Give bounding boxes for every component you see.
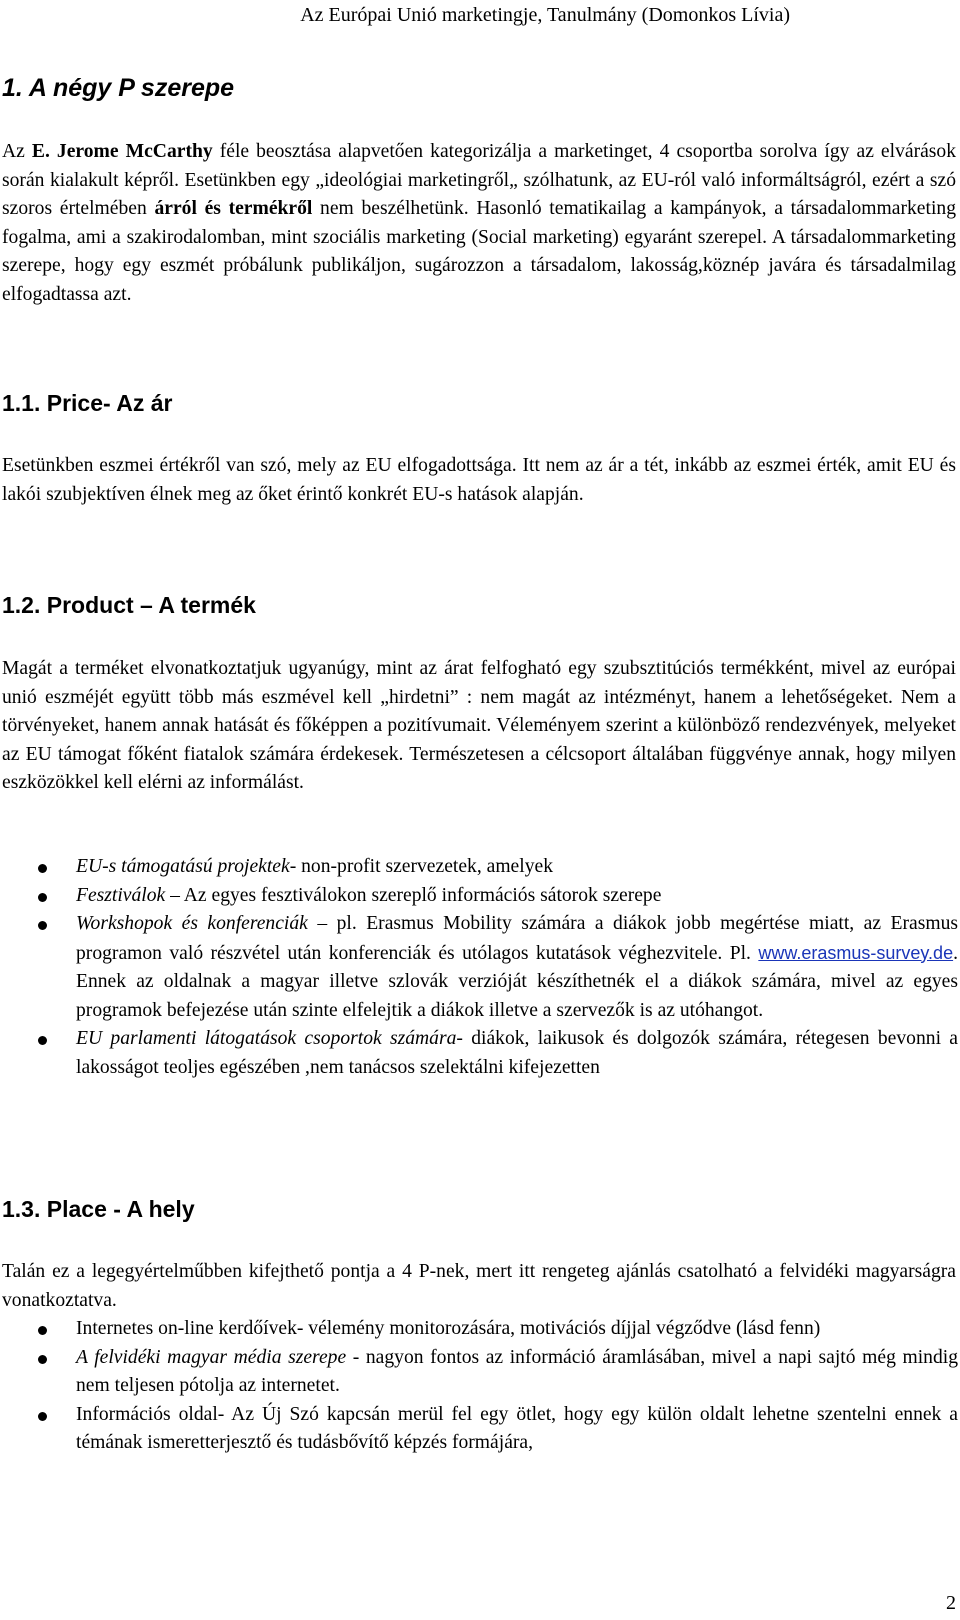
- place-bullet-list: [0, 1315, 958, 1458]
- running-header: Az Európai Unió marketingje, Tanulmány (Domonkos Lívia): [300, 4, 790, 26]
- list-item-text: - non-profit szervezetek, amelyek: [289, 856, 553, 877]
- list-item-text: Információs oldal- Az Új Szó kapcsán merül fel egy ötlet, hogy egy külön oldalt lehetne szentelni ennek a témának ismeretterjesztő és tudásbővítő képzés formájára,: [76, 1403, 958, 1453]
- bullet-icon: [38, 1355, 47, 1364]
- list-item: [0, 853, 958, 882]
- product-bullet-list: [0, 853, 958, 1082]
- page-number: 2: [946, 1592, 956, 1614]
- bullet-icon: [38, 893, 47, 902]
- bullet-icon: [38, 864, 47, 873]
- section-title-place: 1.3. Place - A hely: [2, 1196, 195, 1222]
- intro-bold-phrase: árról és termékről: [154, 198, 313, 219]
- list-item-italic: EU-s támogatású projektek: [76, 856, 290, 877]
- intro-text-1: féle beosztása alapvetően kategorizálja a marketinget, 4 csoportba sorolva így az elvárások során kialakult képről. Esetünkben egy „ideológiai marketingről„ szólhatunk, az EU-ról való informáltságról, ezért a szó szoros értelmében: [2, 141, 957, 219]
- bullet-icon: [38, 1412, 47, 1421]
- section-title-product: 1.2. Product – A termék: [2, 592, 256, 618]
- erasmus-survey-link[interactable]: www.erasmus-survey.de: [758, 942, 954, 963]
- product-paragraph: Magát a terméket elvonatkoztatjuk ugyanúgy, mint az árat felfogható egy szubsztitúciós termékként, mivel az európai unió eszméjét együtt több más eszmével kell „hirdetni” : nem magát az intézményt, hanem a lehetőségeket. Nem a törvényeket, hanem annak hatását és főképpen a pozitívumait. Véleményem szerint a különböző rendezvények, melyeket az EU támogat főként fiatalok számára érdekesek. Természetesen a célcsoport általában függvénye annak, hogy milyen eszközökkel kell elérni az informálást.: [2, 658, 956, 793]
- intro-paragraph: [2, 138, 956, 309]
- list-item: [0, 1344, 958, 1401]
- bullet-icon: [38, 1326, 47, 1335]
- list-item: [0, 882, 958, 911]
- list-item: [0, 1025, 958, 1082]
- list-item-italic: A felvidéki magyar média szerepe: [76, 1346, 347, 1368]
- bullet-icon: [38, 1036, 47, 1045]
- price-paragraph: Esetünkben eszmei értékről van szó, mely az EU elfogadottsága. Itt nem az ár a tét, inkább az eszmei érték, amit EU és lakói szubjektíven élnek meg az őket érintő konkrét EU-s hatások alapján.: [2, 455, 956, 505]
- list-item: [0, 1315, 958, 1344]
- bullet-icon: [38, 921, 47, 930]
- intro-text-2: nem beszélhetünk. Hasonló tematikailag a kampányok, a társadalommarketing fogalma, ami a szakirodalomban, mint szociális marketing (Social marketing) egyaránt szerepel. A társadalommarketing szerepe, hogy egy eszmét próbálunk publikáljon, sugározzon a társadalom, lakosság,köznép javára és társadalmilag elfogadtassa azt.: [2, 198, 956, 305]
- intro-author-name: E. Jerome McCarthy: [31, 141, 213, 162]
- intro-text-0: Az: [2, 141, 32, 162]
- section-title-price: 1.1. Price- Az ár: [2, 390, 173, 416]
- list-item-text: – pl. Erasmus Mobility számára a diákok jobb megértése miatt, az Erasmus programon való részvétel után konferenciák és utólagos kutatások véghezvitele. Pl.: [76, 913, 958, 964]
- list-item: [0, 1401, 958, 1458]
- list-item-text: - nagyon fontos az információ áramlásában, mivel a napi sajtó még mindig nem teljesen pótolja az internetet.: [76, 1346, 958, 1396]
- section-title-four-p: 1. A négy P szerepe: [2, 74, 235, 102]
- list-item-text: - diákok, laikusok és dolgozók számára, rétegesen bevonni a lakosságot teoljes egészében ,nem tanácsos szelektálni kifejezetten: [76, 1028, 959, 1078]
- place-paragraph: Talán ez a legegyértelműbben kifejthető pontja a 4 P-nek, mert itt rengeteg ajánlás csatolható a felvidéki magyarságra vonatkoztatva.: [2, 1261, 956, 1311]
- list-item: [0, 910, 958, 1025]
- list-item-text: – Az egyes fesztiválokon szereplő információs sátorok szerepe: [165, 884, 662, 906]
- list-item-italic: EU parlamenti látogatások csoportok számára: [76, 1028, 457, 1049]
- list-item-italic: Fesztiválok: [76, 884, 166, 906]
- list-item-text-after: . Ennek az oldalnak a magyar illetve szlovák verzióját készíthetnék el a diákok számára, mivel az egyes programok befejezése után szinte elfelejtik a diákok illetve a szervezők is az utóhangot.: [76, 942, 958, 1021]
- list-item-italic: Workshopok és konferenciák: [76, 913, 308, 934]
- list-item-text: Internetes on-line kerdőívek- vélemény monitorozására, motivációs díjjal végződve (lásd fenn): [76, 1318, 821, 1339]
